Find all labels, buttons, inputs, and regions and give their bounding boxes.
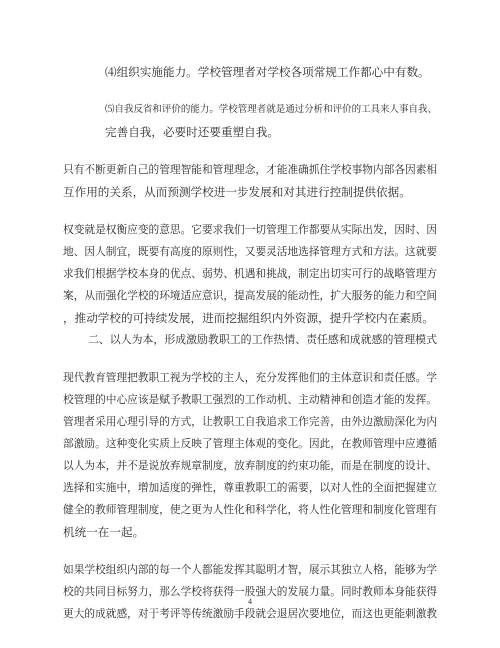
text-line: 案，从而强化学校的环境适应意识，提高发展的能动性，扩大服务的能力和空间 xyxy=(63,289,438,302)
text-line: ⑷组织实施能力。学校管理者对学校各项常规工作都心中有数。 xyxy=(105,65,430,79)
text-line: 权变就是权衡应变的意思。它要求我们一切管理工作都要从实际出发，因时、因 xyxy=(63,223,438,236)
text-line: 求我们根据学校本身的优点、弱势、机遇和挑战，制定出切实可行的战略管理方 xyxy=(63,267,438,280)
text-line: ，推动学校的可持续发展，进而挖掘组织内外资源，提升学校内在素质。 xyxy=(63,311,435,325)
text-line: 部激励。这种变化实质上反映了管理主体观的变化。因此，在教师管理中应遵循 xyxy=(63,437,438,450)
text-line: 互作用的关系，从而预测学校进一步发展和对其进行控制提供依据。 xyxy=(63,185,411,199)
text-line: 机统一在一起。 xyxy=(63,525,145,539)
text-line: 地、因人制宜，既要有高度的原则性，又要灵活地选择管理方式和方法。这就要 xyxy=(63,245,438,258)
text-line: 校的共同目标努力，那么学校将获得一股强大的发展力量。同时教师本身能获得 xyxy=(63,585,438,598)
text-line: 只有不断更新自己的管理智能和管理理念，才能准确抓住学校事物内部各因素相 xyxy=(63,163,438,176)
text-line: 完善自我，必要时还要重塑自我。 xyxy=(105,125,279,139)
text-line: 现代教育管理把教职工视为学校的主人，充分发挥他们的主体意识和责任感。学 xyxy=(63,371,438,384)
section-heading: 二、以人为本，形成激励教职工的工作热情、责任感和成就感的管理模式 xyxy=(88,333,437,346)
text-line: 如果学校组织内部的每一个人都能发挥其聪明才智，展示其独立人格，能够为学 xyxy=(63,563,438,576)
text-line: 选择和实施中，增加适度的弹性，尊重教职工的需要，以对人性的全面把握建立 xyxy=(63,481,438,494)
page-number: 4 xyxy=(248,597,252,606)
text-line: ⑸自我反省和评价的能力。学校管理者就是通过分析和评价的工具来人事自我、 xyxy=(105,104,437,115)
text-line: 以人为本，并不是说放弃规章制度，放弃制度的约束功能，而是在制度的设计、 xyxy=(63,459,438,472)
text-line: 健全的教师管理制度，使之更为人性化和科学化，将人性化管理和制度化管理有 xyxy=(63,503,438,516)
text-line: 更大的成就感，对于考评等传统激励手段就会退居次要地位，而这也更能刺激教 xyxy=(63,607,438,620)
text-line: 校管理的中心应该是赋予教职工强烈的工作动机、主动精神和创造才能的发挥。 xyxy=(63,393,438,406)
text-line: 管理者采用心理引导的方式，让教职工自我追求工作完善，由外边激励深化为内 xyxy=(63,415,438,428)
